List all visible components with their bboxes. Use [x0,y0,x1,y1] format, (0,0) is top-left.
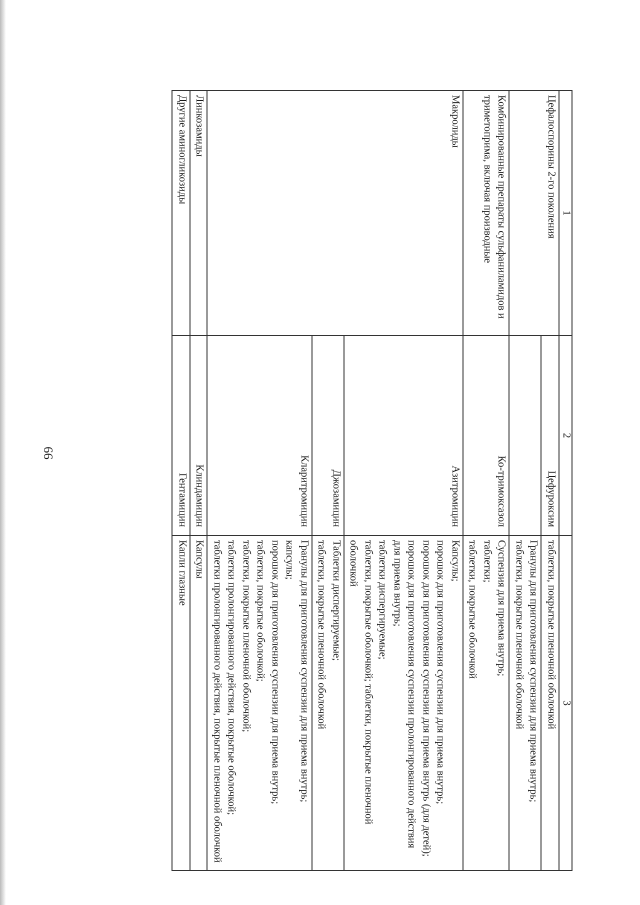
header-cell: 3 [559,536,572,871]
table-row [542,91,560,871]
rotated-sheet [118,90,573,870]
dosage-forms-cell [312,536,344,871]
table-row [344,91,463,871]
table-body [173,91,560,871]
dosage-form: Капсулы; [449,540,461,582]
drug-name-cell: Гентамицин [173,336,191,536]
table-row [173,91,191,871]
group-name-cell: Макролиды [208,91,464,336]
dosage-form: таблетки, покрытые оболочкой [467,540,478,679]
dosage-form: таблетки, покрытые оболочкой; [255,540,266,682]
scan-edge [0,0,6,905]
table-row [463,91,510,871]
dosage-forms-cell [208,536,313,871]
dosage-form: таблетки пролонгированного действия, покрытые оболочкой; [226,540,237,815]
dosage-forms-cell [173,536,191,871]
dosage-forms-cell [344,536,463,871]
dosage-form: таблетки диспергируемые; [377,540,388,660]
dosage-form: капсулы; [284,540,295,580]
group-name-cell: Линкозамиды [190,91,208,336]
group-name-cell: Цефалоспорины 2-го поколения [510,91,560,336]
dosage-form: Суспензия для приема внутрь; [496,540,507,677]
dosage-form: Таблетки диспергируемые; [330,540,342,661]
dosage-form: порошок для приготовления суспензии для приема внутрь; [435,540,446,805]
dosage-form: таблетки, покрытые пленочной оболочкой; [240,540,252,733]
dosage-form: таблетки, покрытые пленочной оболочкой [545,540,557,730]
dosage-forms-cell [510,536,542,871]
page-number: 66 [41,446,56,460]
header-cell: 1 [559,91,572,336]
drug-name-cell [510,336,542,536]
drug-table [172,90,573,871]
group-name-cell: Другие аминогликозиды [173,91,191,336]
drug-name-cell: Клиндамицин [190,336,208,536]
dosage-form: Капли глазные [176,540,188,606]
dosage-form: порошок для приготовления суспензии для приема внутрь; [269,540,281,805]
table-row [190,91,208,871]
drug-name-cell: Джозамицин [312,336,344,536]
dosage-forms-cell [190,536,208,871]
header-row [559,91,572,871]
dosage-forms-cell [542,536,560,871]
dosage-forms-cell [463,536,510,871]
group-name-cell: Комбинированные препараты сульфаниламидов и триметоприма, включая производные [463,91,510,336]
drug-name-cell: Кларитромицин [208,336,313,536]
drug-name-cell: Азитромицин [344,336,463,536]
dosage-form: Гранулы для приготовления суспензии для приема внутрь; [298,540,310,803]
dosage-form: таблетки, покрытые пленочной оболочкой [316,540,327,730]
dosage-form: Гранулы для приготовления суспензии для приема внутрь; [528,540,539,803]
dosage-form: таблетки, покрытые оболочкой; таблетки, покрытые пленочной оболочкой [348,540,374,825]
dosage-form: Капсулы [194,540,205,579]
drug-name-cell: Ко-тримоксазол [463,336,510,536]
dosage-form: таблетки, покрытые пленочной оболочкой [513,540,525,730]
dosage-form: порошок для приготовления суспензии для приема внутрь (для детей); [420,540,432,857]
dosage-form: таблетки; [481,540,493,583]
dosage-form: таблетки пролонгированного действия, покрытые пленочной оболочкой [211,540,223,863]
header-cell: 2 [559,336,572,536]
drug-name-cell: Цефуроксим [542,336,560,536]
dosage-form: порошок для приготовления суспензии пролонгированного действия для приема внутрь; [391,540,417,849]
